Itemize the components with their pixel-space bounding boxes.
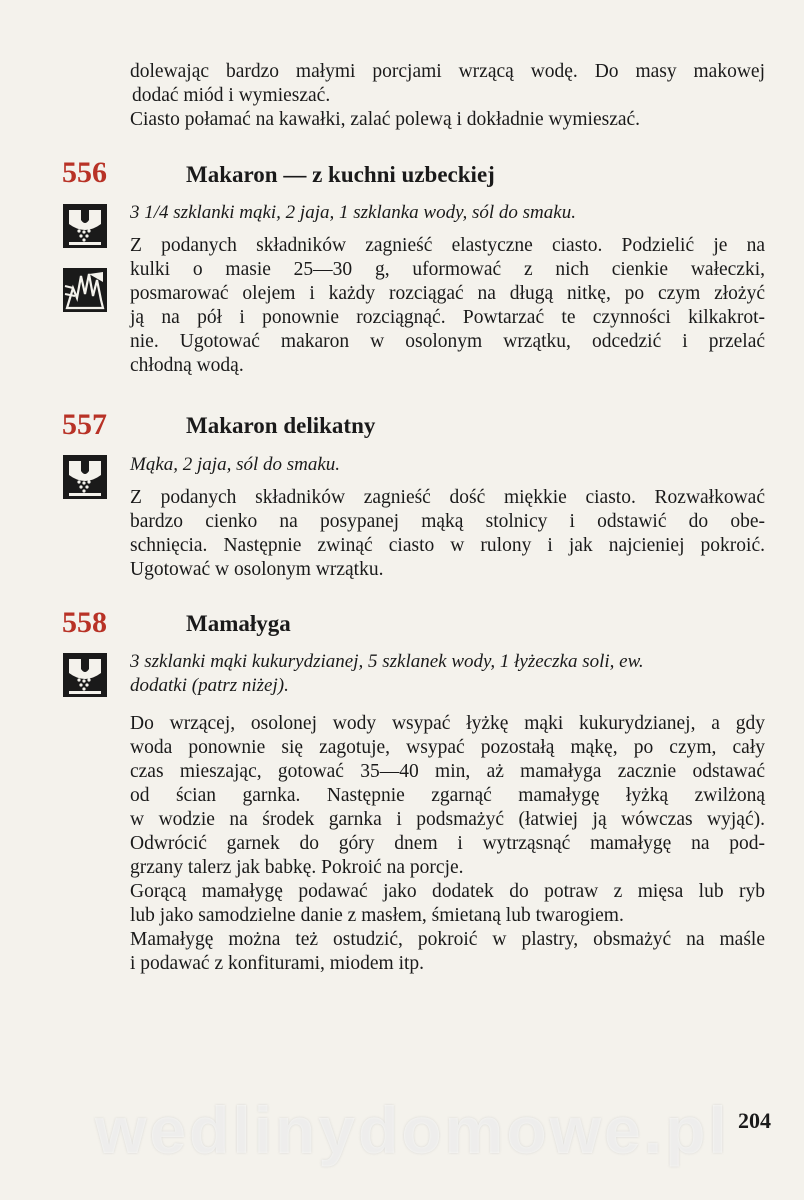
recipe-instructions: [130, 712, 765, 976]
text-line: dolewając bardzo małymi porcjami wrzącą wodę. Do masy makowej: [130, 61, 765, 82]
text-line: ją na pół i ponownie rozciągnąć. Powtarzać te czynności kilkakrot-: [130, 307, 765, 328]
dough-stretch-icon: [63, 268, 107, 312]
text-line: Ciasto połamać na kawałki, zalać polewą i dokładnie wymieszać.: [130, 109, 641, 130]
text-line: dodać miód i wymieszać.: [132, 85, 331, 106]
flour-bowl-icon: [63, 455, 107, 499]
text-line: posmarować olejem i każdy rozciągać na długą nitkę, po czym złożyć: [130, 283, 765, 304]
recipe-ingredients: [130, 201, 770, 225]
text-line: Odwrócić garnek do góry dnem i wytrząsnąć mamałygę na pod-: [130, 833, 765, 854]
text-line: grzany talerz jak babkę. Pokroić na porcje.: [130, 857, 464, 878]
ingredients-line: 3 szklanki mąki kukurydzianej, 5 szklanek wody, 1 łyżeczka soli, ew.: [130, 651, 644, 672]
recipe-number: 558: [62, 606, 107, 639]
text-line: Z podanych składników zagnieść dość miękkie ciasto. Rozwałkować: [130, 487, 765, 508]
text-line: Gorącą mamałygę podawać jako dodatek do potraw z mięsa lub ryb: [130, 881, 765, 902]
recipe-title: Makaron — z kuchni uzbeckiej: [186, 162, 495, 187]
recipe-title: Mamałyga: [186, 611, 291, 636]
text-line: czas mieszając, gotować 35—40 min, aż mamałyga zacznie odstawać: [130, 761, 765, 782]
recipe-ingredients: [130, 650, 770, 698]
watermark: wedlinydomowe.pl: [95, 1093, 730, 1167]
ingredients-line: dodatki (patrz niżej).: [130, 675, 289, 696]
text-line: nie. Ugotować makaron w osolonym wrzątku, odcedzić i przelać: [130, 331, 765, 352]
text-line: lub jako samodzielne danie z masłem, śmietaną lub twarogiem.: [130, 905, 624, 926]
flour-bowl-icon: [63, 204, 107, 248]
recipe-instructions: [130, 234, 765, 378]
flour-bowl-icon: [63, 653, 107, 697]
text-line: kulki o masie 25—30 g, uformować z nich cienkie wałeczki,: [130, 259, 765, 280]
text-line: Ugotować w osolonym wrzątku.: [130, 559, 384, 580]
text-line: chłodną wodą.: [130, 355, 244, 376]
text-line: i podawać z konfiturami, miodem itp.: [130, 953, 425, 974]
recipe-instructions: [130, 486, 765, 582]
recipe-number: 556: [62, 156, 107, 189]
ingredients-line: 3 1/4 szklanki mąki, 2 jaja, 1 szklanka wody, sól do smaku.: [130, 202, 576, 223]
text-line: Do wrzącej, osolonej wody wsypać łyżkę mąki kukurydzianej, a gdy: [130, 713, 765, 734]
page-number: 204: [738, 1108, 771, 1133]
recipe-ingredients: [130, 453, 770, 477]
text-line: Mamałygę można też ostudzić, pokroić w plastry, obsmażyć na maśle: [130, 929, 765, 950]
text-line: w wodzie na środek garnka i podsmażyć (łatwiej ją wówczas wyjąć).: [130, 809, 765, 830]
text-line: od ścian garnka. Następnie zgarnąć mamałygę łyżką zwilżoną: [130, 785, 765, 806]
text-line: schnięcia. Następnie zwinąć ciasto w rulony i jak najcieniej pokroić.: [130, 535, 765, 556]
ingredients-line: Mąka, 2 jaja, sól do smaku.: [130, 454, 341, 475]
text-line: woda ponownie się zagotuje, wsypać pozostałą mąkę, po czym, cały: [130, 737, 765, 758]
text-line: Z podanych składników zagnieść elastyczne ciasto. Podzielić je na: [130, 235, 765, 256]
text-line: bardzo cienko na posypanej mąką stolnicy i odstawić do obe-: [130, 511, 765, 532]
recipe-title: Makaron delikatny: [186, 413, 376, 438]
intro-paragraph: [130, 60, 765, 132]
recipe-number: 557: [62, 408, 107, 441]
